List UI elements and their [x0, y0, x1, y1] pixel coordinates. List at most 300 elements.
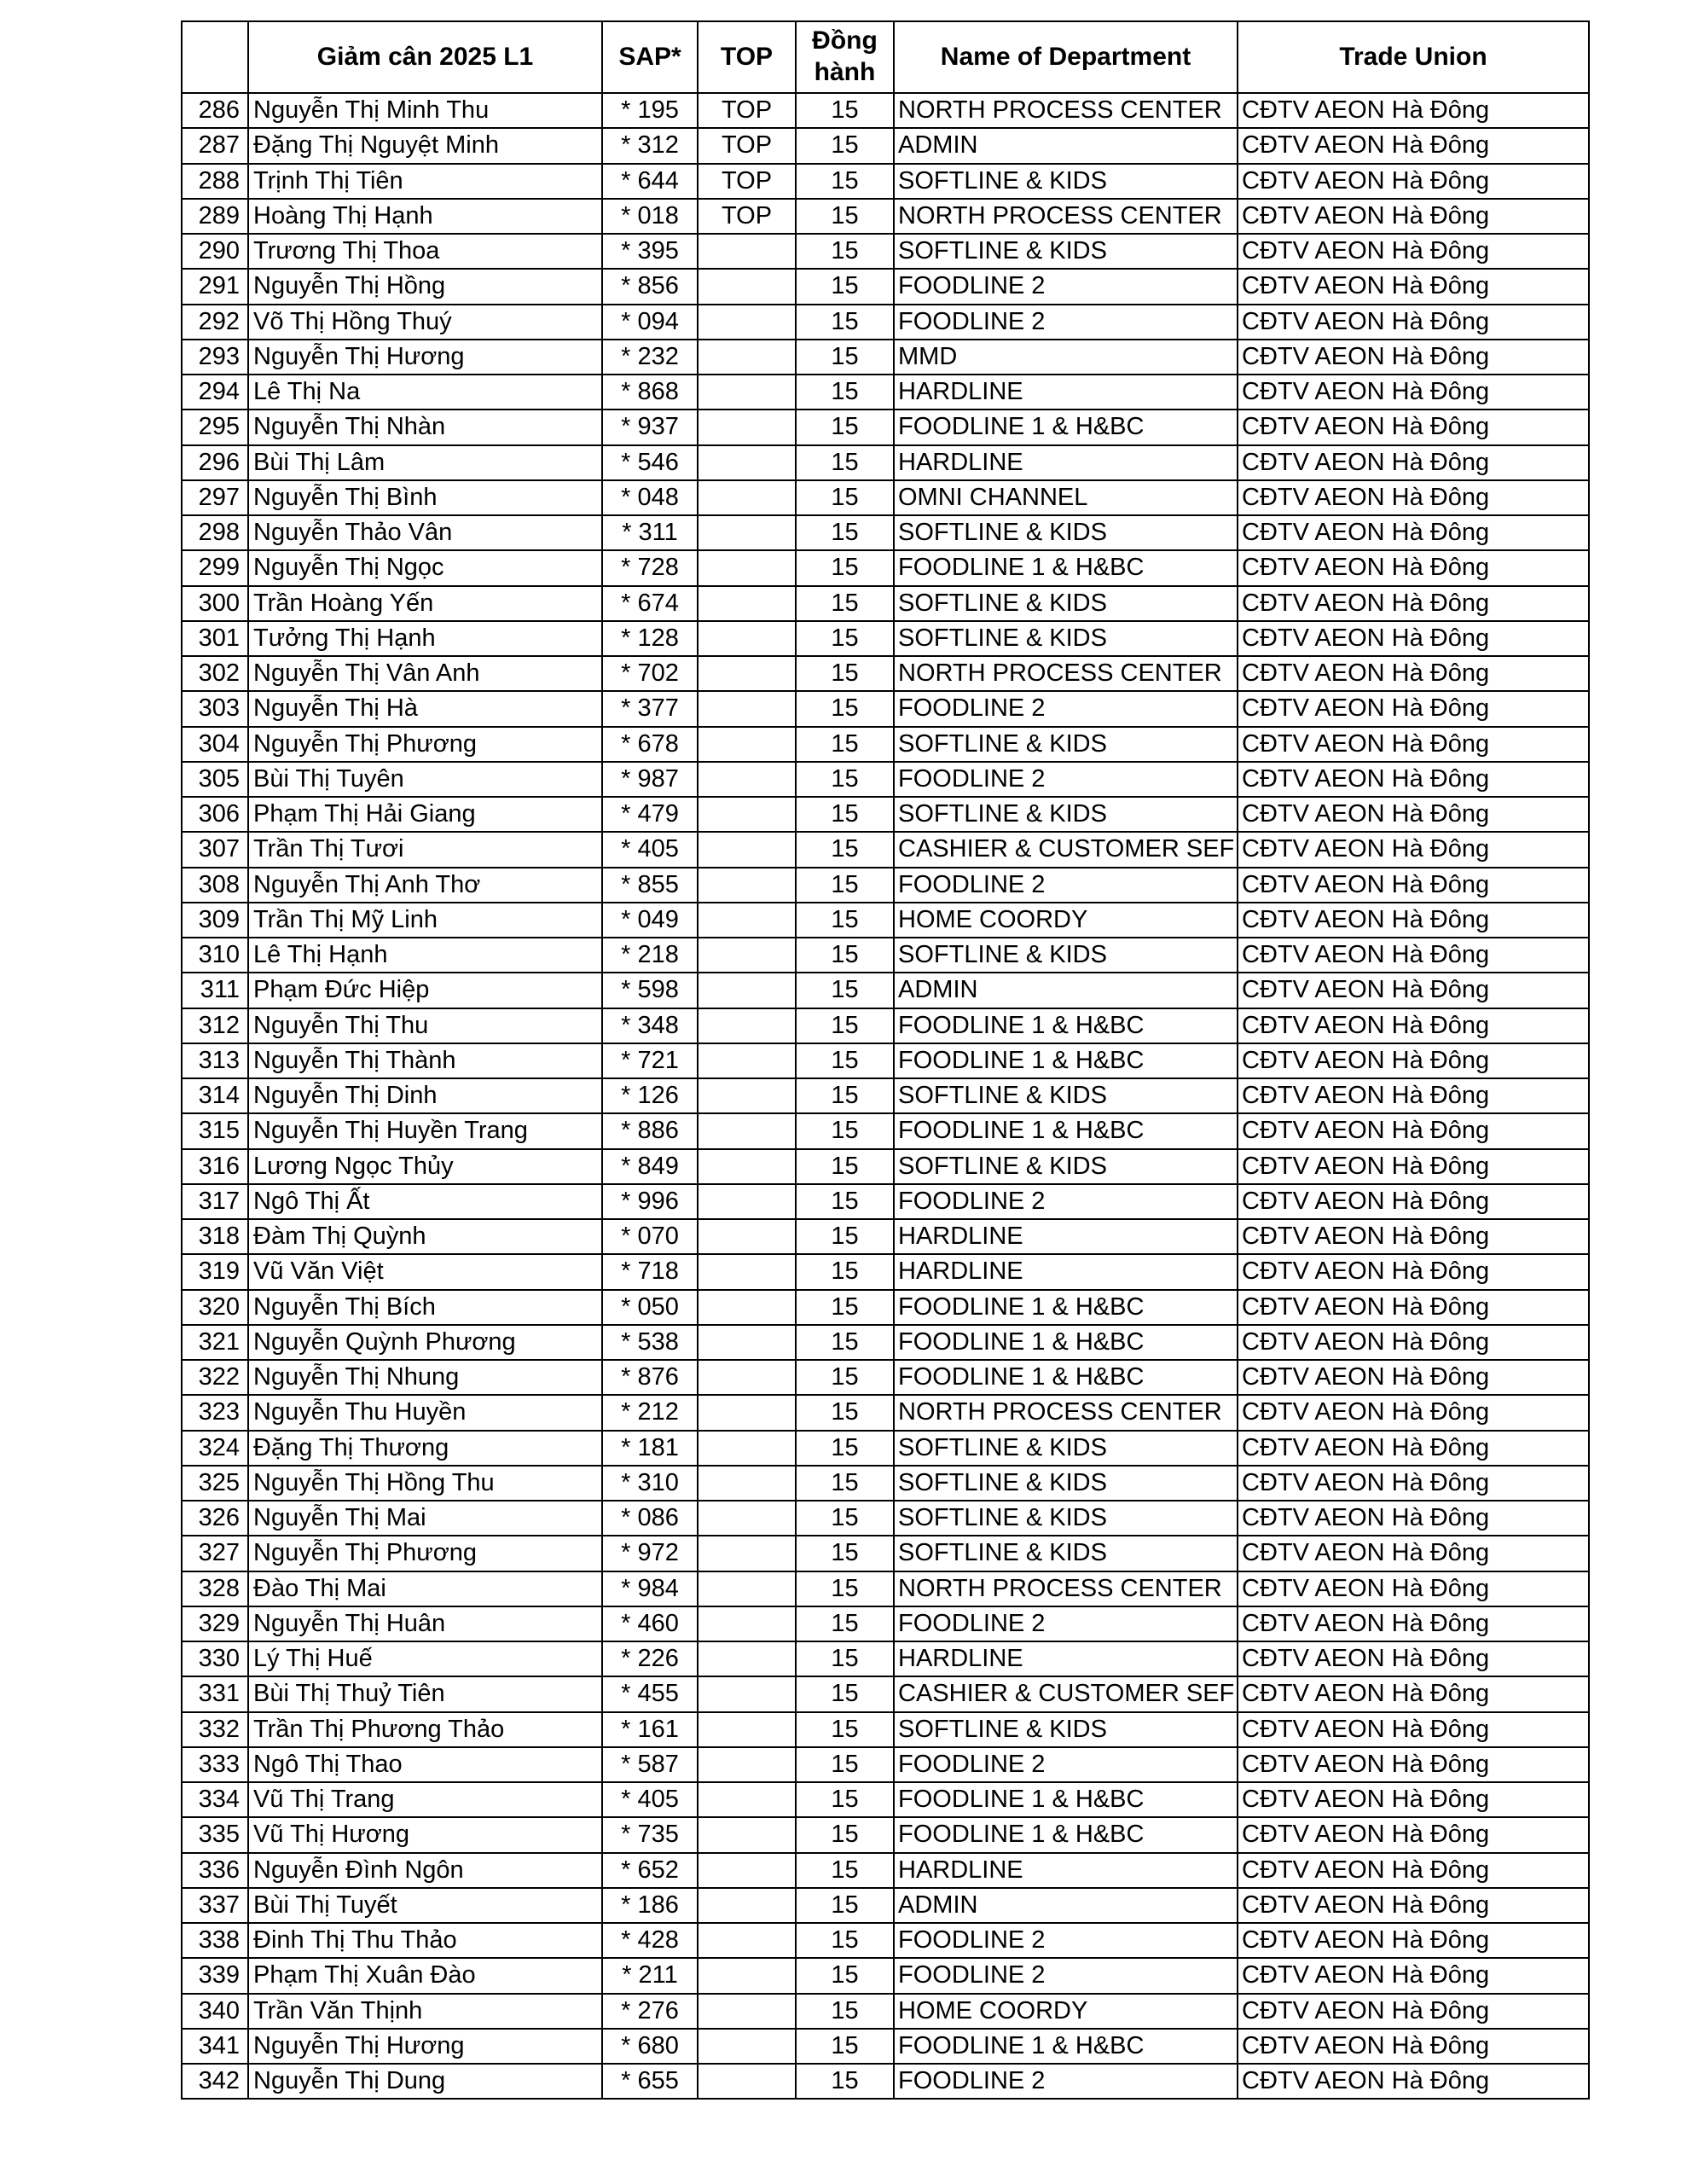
participants-table	[181, 20, 1590, 2100]
cell-dong-hanh: 15	[796, 2064, 894, 2099]
header-dong-hanh-line1: Đồng	[812, 26, 878, 55]
cell-name: Nguyễn Thị Hồng	[248, 269, 602, 304]
cell-name: Ngô Thị Ất	[248, 1184, 602, 1219]
cell-trade-union: CĐTV AEON Hà Đông	[1238, 903, 1589, 938]
cell-dong-hanh: 15	[796, 1782, 894, 1817]
cell-top	[698, 1113, 796, 1148]
cell-index: 310	[182, 938, 248, 973]
table-row	[182, 128, 1589, 163]
cell-name: Nguyễn Thị Nhàn	[248, 410, 602, 444]
header-name: Giảm cân 2025 L1	[248, 21, 602, 93]
cell-index: 301	[182, 621, 248, 656]
cell-index: 323	[182, 1395, 248, 1430]
cell-name: Nguyễn Thị Mai	[248, 1501, 602, 1536]
cell-index: 306	[182, 797, 248, 832]
cell-top	[698, 797, 796, 832]
table-row	[182, 1958, 1589, 1993]
table-row	[182, 1184, 1589, 1219]
table-row	[182, 621, 1589, 656]
cell-dong-hanh: 15	[796, 1994, 894, 2029]
cell-trade-union: CĐTV AEON Hà Đông	[1238, 410, 1589, 444]
cell-top	[698, 973, 796, 1008]
cell-index: 319	[182, 1254, 248, 1289]
cell-trade-union: CĐTV AEON Hà Đông	[1238, 445, 1589, 480]
cell-trade-union: CĐTV AEON Hà Đông	[1238, 515, 1589, 550]
table-row	[182, 1254, 1589, 1289]
cell-sap: * 972	[602, 1536, 698, 1571]
cell-dong-hanh: 15	[796, 445, 894, 480]
cell-top	[698, 727, 796, 762]
cell-trade-union: CĐTV AEON Hà Đông	[1238, 1395, 1589, 1430]
cell-dong-hanh: 15	[796, 1325, 894, 1360]
cell-top	[698, 2029, 796, 2064]
cell-trade-union: CĐTV AEON Hà Đông	[1238, 199, 1589, 234]
cell-dong-hanh: 15	[796, 1466, 894, 1501]
cell-department: FOODLINE 1 & H&BC	[894, 1325, 1238, 1360]
cell-top	[698, 1958, 796, 1993]
cell-top	[698, 1536, 796, 1571]
table-row	[182, 1501, 1589, 1536]
table-row	[182, 550, 1589, 585]
table-row	[182, 1395, 1589, 1430]
cell-name: Lý Thị Huế	[248, 1641, 602, 1676]
cell-department: FOODLINE 1 & H&BC	[894, 1360, 1238, 1395]
table-row	[182, 797, 1589, 832]
cell-top	[698, 410, 796, 444]
cell-top	[698, 1923, 796, 1958]
cell-department: SOFTLINE & KIDS	[894, 515, 1238, 550]
cell-name: Trần Văn Thịnh	[248, 1994, 602, 2029]
cell-top	[698, 1395, 796, 1430]
cell-trade-union: CĐTV AEON Hà Đông	[1238, 1501, 1589, 1536]
cell-dong-hanh: 15	[796, 762, 894, 797]
cell-sap: * 721	[602, 1043, 698, 1078]
cell-top	[698, 938, 796, 973]
cell-department: CASHIER & CUSTOMER SEF	[894, 1676, 1238, 1711]
cell-dong-hanh: 15	[796, 1501, 894, 1536]
cell-dong-hanh: 15	[796, 1817, 894, 1852]
cell-name: Nguyễn Quỳnh Phương	[248, 1325, 602, 1360]
cell-index: 333	[182, 1747, 248, 1782]
cell-index: 327	[182, 1536, 248, 1571]
cell-index: 324	[182, 1431, 248, 1466]
cell-trade-union: CĐTV AEON Hà Đông	[1238, 1466, 1589, 1501]
cell-dong-hanh: 15	[796, 1395, 894, 1430]
cell-sap: * 546	[602, 445, 698, 480]
cell-sap: * 479	[602, 797, 698, 832]
cell-top	[698, 1431, 796, 1466]
cell-name: Nguyễn Thị Thành	[248, 1043, 602, 1078]
cell-department: NORTH PROCESS CENTER	[894, 93, 1238, 128]
cell-dong-hanh: 15	[796, 832, 894, 867]
cell-department: FOODLINE 2	[894, 2064, 1238, 2099]
cell-sap: * 094	[602, 305, 698, 340]
cell-department: SOFTLINE & KIDS	[894, 234, 1238, 269]
cell-index: 332	[182, 1712, 248, 1747]
cell-department: FOODLINE 1 & H&BC	[894, 2029, 1238, 2064]
cell-trade-union: CĐTV AEON Hà Đông	[1238, 1994, 1589, 2029]
cell-trade-union: CĐTV AEON Hà Đông	[1238, 1043, 1589, 1078]
cell-trade-union: CĐTV AEON Hà Đông	[1238, 93, 1589, 128]
cell-dong-hanh: 15	[796, 1360, 894, 1395]
header-trade-union: Trade Union	[1238, 21, 1589, 93]
cell-dong-hanh: 15	[796, 164, 894, 199]
cell-department: FOODLINE 2	[894, 1184, 1238, 1219]
cell-sap: * 455	[602, 1676, 698, 1711]
cell-sap: * 086	[602, 1501, 698, 1536]
cell-index: 309	[182, 903, 248, 938]
cell-dong-hanh: 15	[796, 797, 894, 832]
cell-index: 291	[182, 269, 248, 304]
cell-dong-hanh: 15	[796, 621, 894, 656]
cell-index: 295	[182, 410, 248, 444]
table-row	[182, 1290, 1589, 1325]
cell-sap: * 311	[602, 515, 698, 550]
cell-name: Nguyễn Thị Nhung	[248, 1360, 602, 1395]
cell-name: Trương Thị Thoa	[248, 234, 602, 269]
cell-top	[698, 1008, 796, 1043]
cell-top	[698, 1641, 796, 1676]
table-row	[182, 93, 1589, 128]
cell-department: NORTH PROCESS CENTER	[894, 656, 1238, 691]
cell-index: 286	[182, 93, 248, 128]
cell-index: 287	[182, 128, 248, 163]
cell-department: SOFTLINE & KIDS	[894, 1149, 1238, 1184]
cell-sap: * 276	[602, 1994, 698, 2029]
table-row	[182, 375, 1589, 410]
cell-name: Nguyễn Thị Dinh	[248, 1078, 602, 1113]
cell-top	[698, 550, 796, 585]
cell-index: 331	[182, 1676, 248, 1711]
cell-index: 303	[182, 691, 248, 726]
cell-name: Nguyễn Thị Thu	[248, 1008, 602, 1043]
cell-index: 294	[182, 375, 248, 410]
cell-department: HOME COORDY	[894, 903, 1238, 938]
table-row	[182, 1571, 1589, 1606]
cell-index: 308	[182, 868, 248, 903]
cell-trade-union: CĐTV AEON Hà Đông	[1238, 1782, 1589, 1817]
cell-sap: * 377	[602, 691, 698, 726]
cell-index: 302	[182, 656, 248, 691]
cell-department: FOODLINE 1 & H&BC	[894, 1290, 1238, 1325]
cell-dong-hanh: 15	[796, 727, 894, 762]
cell-department: SOFTLINE & KIDS	[894, 1536, 1238, 1571]
cell-department: SOFTLINE & KIDS	[894, 1501, 1238, 1536]
cell-index: 329	[182, 1606, 248, 1641]
cell-top	[698, 691, 796, 726]
cell-trade-union: CĐTV AEON Hà Đông	[1238, 621, 1589, 656]
cell-sap: * 538	[602, 1325, 698, 1360]
cell-sap: * 348	[602, 1008, 698, 1043]
cell-department: FOODLINE 1 & H&BC	[894, 1008, 1238, 1043]
cell-trade-union: CĐTV AEON Hà Đông	[1238, 1254, 1589, 1289]
cell-name: Vũ Thị Trang	[248, 1782, 602, 1817]
cell-dong-hanh: 15	[796, 1043, 894, 1078]
cell-dong-hanh: 15	[796, 1712, 894, 1747]
cell-top: TOP	[698, 164, 796, 199]
cell-top	[698, 1325, 796, 1360]
cell-trade-union: CĐTV AEON Hà Đông	[1238, 1008, 1589, 1043]
cell-sap: * 161	[602, 1712, 698, 1747]
table-row	[182, 1113, 1589, 1148]
cell-department: OMNI CHANNEL	[894, 480, 1238, 515]
cell-index: 296	[182, 445, 248, 480]
cell-trade-union: CĐTV AEON Hà Đông	[1238, 656, 1589, 691]
cell-sap: * 049	[602, 903, 698, 938]
cell-top	[698, 1254, 796, 1289]
cell-index: 326	[182, 1501, 248, 1536]
cell-name: Nguyễn Thị Ngọc	[248, 550, 602, 585]
cell-name: Nguyễn Thị Vân Anh	[248, 656, 602, 691]
cell-index: 299	[182, 550, 248, 585]
cell-top	[698, 868, 796, 903]
table-row	[182, 1994, 1589, 2029]
cell-dong-hanh: 15	[796, 375, 894, 410]
cell-index: 320	[182, 1290, 248, 1325]
table-row	[182, 2064, 1589, 2099]
cell-name: Lê Thị Na	[248, 375, 602, 410]
cell-sap: * 312	[602, 128, 698, 163]
table-row	[182, 164, 1589, 199]
cell-department: HARDLINE	[894, 1641, 1238, 1676]
cell-dong-hanh: 15	[796, 1431, 894, 1466]
cell-sap: * 310	[602, 1466, 698, 1501]
cell-trade-union: CĐTV AEON Hà Đông	[1238, 586, 1589, 621]
cell-top	[698, 1676, 796, 1711]
cell-dong-hanh: 15	[796, 1536, 894, 1571]
cell-department: SOFTLINE & KIDS	[894, 797, 1238, 832]
cell-top	[698, 1747, 796, 1782]
cell-department: CASHIER & CUSTOMER SEF	[894, 832, 1238, 867]
table-row	[182, 1219, 1589, 1254]
cell-dong-hanh: 15	[796, 586, 894, 621]
cell-sap: * 655	[602, 2064, 698, 2099]
cell-index: 298	[182, 515, 248, 550]
cell-name: Đặng Thị Thương	[248, 1431, 602, 1466]
header-top: TOP	[698, 21, 796, 93]
table-row	[182, 1360, 1589, 1395]
cell-name: Hoàng Thị Hạnh	[248, 199, 602, 234]
cell-sap: * 587	[602, 1747, 698, 1782]
cell-trade-union: CĐTV AEON Hà Đông	[1238, 727, 1589, 762]
cell-department: HARDLINE	[894, 1254, 1238, 1289]
cell-top	[698, 1078, 796, 1113]
cell-index: 340	[182, 1994, 248, 2029]
cell-trade-union: CĐTV AEON Hà Đông	[1238, 1606, 1589, 1641]
cell-top	[698, 445, 796, 480]
cell-department: ADMIN	[894, 973, 1238, 1008]
cell-name: Nguyễn Thị Dung	[248, 2064, 602, 2099]
cell-name: Bùi Thị Tuyên	[248, 762, 602, 797]
cell-dong-hanh: 15	[796, 1958, 894, 1993]
cell-name: Nguyễn Thị Hồng Thu	[248, 1466, 602, 1501]
cell-index: 342	[182, 2064, 248, 2099]
cell-department: HARDLINE	[894, 375, 1238, 410]
cell-sap: * 460	[602, 1606, 698, 1641]
cell-dong-hanh: 15	[796, 1254, 894, 1289]
cell-trade-union: CĐTV AEON Hà Đông	[1238, 2064, 1589, 2099]
header-department: Name of Department	[894, 21, 1238, 93]
cell-trade-union: CĐTV AEON Hà Đông	[1238, 128, 1589, 163]
cell-name: Phạm Đức Hiệp	[248, 973, 602, 1008]
cell-top	[698, 1606, 796, 1641]
cell-dong-hanh: 15	[796, 128, 894, 163]
cell-name: Nguyễn Thảo Vân	[248, 515, 602, 550]
cell-name: Nguyễn Thị Hà	[248, 691, 602, 726]
cell-sap: * 718	[602, 1254, 698, 1289]
cell-index: 322	[182, 1360, 248, 1395]
cell-index: 313	[182, 1043, 248, 1078]
cell-trade-union: CĐTV AEON Hà Đông	[1238, 375, 1589, 410]
cell-department: FOODLINE 2	[894, 868, 1238, 903]
cell-dong-hanh: 15	[796, 1888, 894, 1923]
cell-name: Nguyễn Thị Hương	[248, 340, 602, 375]
table-row	[182, 1888, 1589, 1923]
cell-department: FOODLINE 2	[894, 1923, 1238, 1958]
cell-name: Nguyễn Thị Phương	[248, 1536, 602, 1571]
cell-sap: * 395	[602, 234, 698, 269]
cell-index: 314	[182, 1078, 248, 1113]
cell-dong-hanh: 15	[796, 1149, 894, 1184]
cell-name: Tưởng Thị Hạnh	[248, 621, 602, 656]
cell-trade-union: CĐTV AEON Hà Đông	[1238, 305, 1589, 340]
cell-top	[698, 1466, 796, 1501]
cell-trade-union: CĐTV AEON Hà Đông	[1238, 1431, 1589, 1466]
table-row	[182, 1782, 1589, 1817]
cell-department: FOODLINE 1 & H&BC	[894, 1043, 1238, 1078]
cell-top	[698, 234, 796, 269]
cell-trade-union: CĐTV AEON Hà Đông	[1238, 691, 1589, 726]
cell-index: 341	[182, 2029, 248, 2064]
table-row	[182, 1008, 1589, 1043]
cell-dong-hanh: 15	[796, 305, 894, 340]
cell-department: SOFTLINE & KIDS	[894, 1078, 1238, 1113]
table-row	[182, 1853, 1589, 1888]
cell-dong-hanh: 15	[796, 1676, 894, 1711]
cell-department: FOODLINE 2	[894, 1747, 1238, 1782]
table-row	[182, 269, 1589, 304]
cell-dong-hanh: 15	[796, 1641, 894, 1676]
cell-index: 312	[182, 1008, 248, 1043]
cell-trade-union: CĐTV AEON Hà Đông	[1238, 832, 1589, 867]
cell-index: 318	[182, 1219, 248, 1254]
table-row	[182, 1043, 1589, 1078]
cell-trade-union: CĐTV AEON Hà Đông	[1238, 164, 1589, 199]
cell-trade-union: CĐTV AEON Hà Đông	[1238, 1536, 1589, 1571]
cell-dong-hanh: 15	[796, 1923, 894, 1958]
cell-name: Phạm Thị Xuân Đào	[248, 1958, 602, 1993]
cell-trade-union: CĐTV AEON Hà Đông	[1238, 1712, 1589, 1747]
table-row	[182, 480, 1589, 515]
cell-dong-hanh: 15	[796, 550, 894, 585]
cell-index: 316	[182, 1149, 248, 1184]
cell-sap: * 050	[602, 1290, 698, 1325]
cell-trade-union: CĐTV AEON Hà Đông	[1238, 1149, 1589, 1184]
table-row	[182, 1712, 1589, 1747]
cell-dong-hanh: 15	[796, 1606, 894, 1641]
cell-trade-union: CĐTV AEON Hà Đông	[1238, 1113, 1589, 1148]
table-row	[182, 973, 1589, 1008]
cell-dong-hanh: 15	[796, 93, 894, 128]
cell-index: 339	[182, 1958, 248, 1993]
cell-department: SOFTLINE & KIDS	[894, 164, 1238, 199]
cell-name: Phạm Thị Hải Giang	[248, 797, 602, 832]
cell-sap: * 856	[602, 269, 698, 304]
header-sap: SAP*	[602, 21, 698, 93]
cell-index: 337	[182, 1888, 248, 1923]
table-row	[182, 1325, 1589, 1360]
cell-name: Đinh Thị Thu Thảo	[248, 1923, 602, 1958]
cell-sap: * 849	[602, 1149, 698, 1184]
header-dong-hanh	[796, 21, 894, 93]
cell-index: 321	[182, 1325, 248, 1360]
cell-dong-hanh: 15	[796, 2029, 894, 2064]
cell-index: 305	[182, 762, 248, 797]
cell-sap: * 678	[602, 727, 698, 762]
cell-dong-hanh: 15	[796, 1290, 894, 1325]
table-row	[182, 691, 1589, 726]
cell-top	[698, 1817, 796, 1852]
table-row	[182, 762, 1589, 797]
cell-trade-union: CĐTV AEON Hà Đông	[1238, 1888, 1589, 1923]
cell-trade-union: CĐTV AEON Hà Đông	[1238, 1676, 1589, 1711]
cell-department: SOFTLINE & KIDS	[894, 727, 1238, 762]
cell-top	[698, 586, 796, 621]
cell-name: Nguyễn Thị Huyền Trang	[248, 1113, 602, 1148]
cell-sap: * 987	[602, 762, 698, 797]
cell-index: 328	[182, 1571, 248, 1606]
cell-department: HARDLINE	[894, 445, 1238, 480]
cell-top	[698, 1712, 796, 1747]
cell-dong-hanh: 15	[796, 656, 894, 691]
cell-trade-union: CĐTV AEON Hà Đông	[1238, 938, 1589, 973]
cell-department: ADMIN	[894, 1888, 1238, 1923]
table-row	[182, 903, 1589, 938]
cell-sap: * 232	[602, 340, 698, 375]
header-index	[182, 21, 248, 93]
cell-trade-union: CĐTV AEON Hà Đông	[1238, 1641, 1589, 1676]
cell-trade-union: CĐTV AEON Hà Đông	[1238, 1747, 1589, 1782]
cell-department: SOFTLINE & KIDS	[894, 1466, 1238, 1501]
cell-index: 317	[182, 1184, 248, 1219]
cell-dong-hanh: 15	[796, 410, 894, 444]
cell-sap: * 181	[602, 1431, 698, 1466]
cell-index: 334	[182, 1782, 248, 1817]
cell-index: 311	[182, 973, 248, 1008]
cell-sap: * 070	[602, 1219, 698, 1254]
cell-department: FOODLINE 2	[894, 1606, 1238, 1641]
cell-top: TOP	[698, 199, 796, 234]
cell-dong-hanh: 15	[796, 1078, 894, 1113]
table-row	[182, 1641, 1589, 1676]
cell-trade-union: CĐTV AEON Hà Đông	[1238, 797, 1589, 832]
cell-index: 335	[182, 1817, 248, 1852]
cell-sap: * 126	[602, 1078, 698, 1113]
cell-top	[698, 762, 796, 797]
cell-top	[698, 832, 796, 867]
cell-department: FOODLINE 2	[894, 762, 1238, 797]
cell-sap: * 211	[602, 1958, 698, 1993]
cell-dong-hanh: 15	[796, 1008, 894, 1043]
table-row	[182, 1149, 1589, 1184]
cell-department: ADMIN	[894, 128, 1238, 163]
cell-sap: * 428	[602, 1923, 698, 1958]
table-row	[182, 586, 1589, 621]
cell-top	[698, 1219, 796, 1254]
cell-sap: * 212	[602, 1395, 698, 1430]
cell-name: Võ Thị Hồng Thuý	[248, 305, 602, 340]
cell-sap: * 652	[602, 1853, 698, 1888]
